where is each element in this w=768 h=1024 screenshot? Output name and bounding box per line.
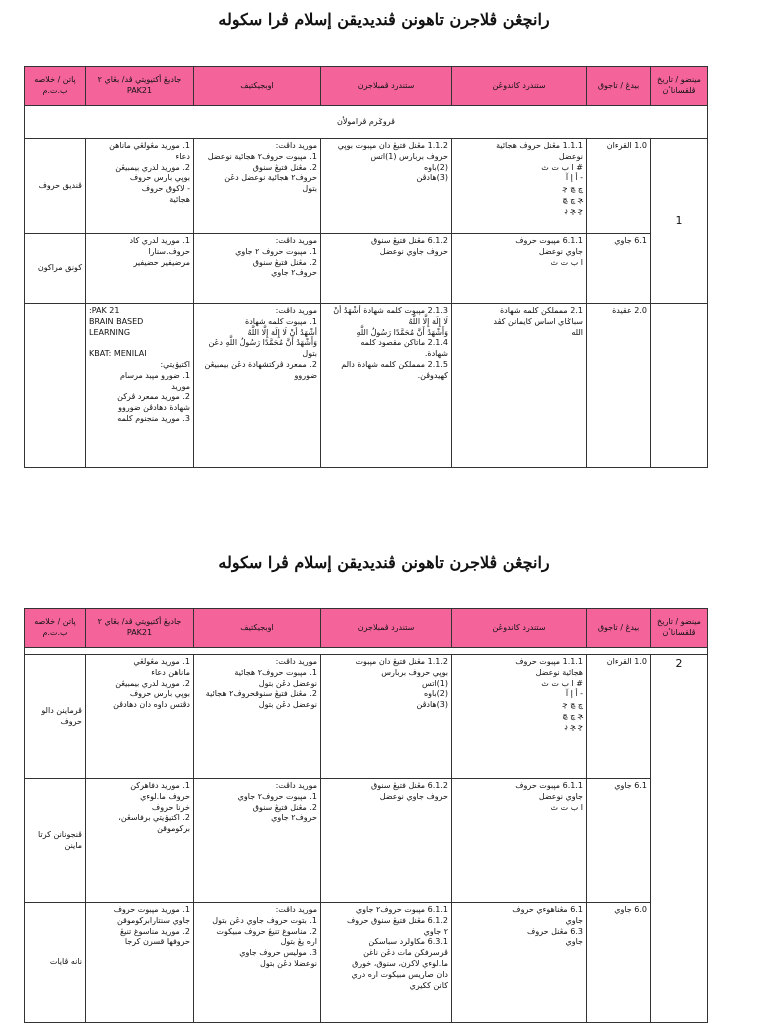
table-row (25, 304, 708, 468)
cell-line: KBAT: MENILAI (89, 349, 147, 359)
topic-cell: 6.1 جاوي (587, 234, 651, 304)
cell-line: مورید (171, 381, 190, 391)
header-note: ڽاتن / خلاصه ب.ت.م (25, 67, 86, 106)
cell-line: 1.1.2 مڠنل فتيڠ دان مڽبوت (355, 657, 448, 666)
cell-line: حروف جاوي نوعضل (379, 246, 448, 256)
cell-line (89, 338, 190, 349)
cell-line: ٢ جاوي (423, 926, 448, 936)
header-activity: جاديڠ أکتيويتي ڤد/ بڠاي ٢ PAK21 (86, 67, 194, 106)
cell-line: نوعضل دڠن بتول (258, 700, 317, 710)
cell-line: 1. مڽبوت کلمه شهادة (245, 316, 317, 326)
cell-line: جاوي (565, 937, 583, 947)
header-objective: اوبجيکتيف (194, 609, 321, 648)
cell-line: جاوي سنتارابرکوموقن (116, 915, 190, 925)
cell-line: جاوي نوعضل (538, 791, 583, 801)
cell-line: 1.1.1 مڽبوت حروف (515, 657, 583, 666)
cell-line: نوعضل دڠن بتول (258, 678, 317, 688)
cell-line: 1. مڽبوت حروف٢ هجائية نوعضل (207, 151, 317, 161)
cell-line: وَأَشْهَدُ أَنَّ مُحَمَّدًا رَسُولُ اللَّهِ (356, 327, 448, 337)
cell-line: (1)اتس (422, 678, 448, 688)
section-label: ڤروݢرم ڤرامولأن (25, 106, 708, 139)
topic-cell: 6.1 جاوي (587, 779, 651, 903)
section-row (25, 106, 708, 139)
cell-line: 2. اکتيۏيتي برفاسڠن، (118, 813, 190, 823)
cell-line: 1. مڽبوت حروف٢ جاوي (237, 791, 317, 801)
cell-line: (2)باوه (423, 689, 448, 699)
cell-line: 2. مناسوغ تنيڠ حروف مبيکوت (216, 926, 317, 936)
cell-line: 2.1 ممملکن کلمه شهادة (499, 306, 583, 315)
week-cell: 1 (651, 139, 708, 304)
cell-line: حروف٢ هجائية نوعضل دڠن (224, 173, 317, 183)
objective-cell (194, 139, 321, 234)
header-content-standard: ستندرد کاندوڠن (452, 609, 587, 648)
cell-line: خرنا حروف (151, 802, 190, 812)
cell-line: الله (571, 327, 583, 337)
cell-line: مورید داڤت: (275, 657, 317, 666)
cell-line: وَأَشْهَدُ أَنَّ مُحَمَّدًا رَسُولُ اللَّهِ دڠن (208, 338, 317, 348)
cell-line: 1. مورید مڽبوت حروف (113, 905, 190, 914)
week-cell-empty (651, 304, 708, 468)
cell-line: بوڽي بارس حروف (129, 173, 190, 183)
objective-cell (194, 655, 321, 779)
cell-line: 2. مورید مناسوغ تنيڠ (119, 926, 190, 936)
note-cell: ڤرماينن دالو حروف (25, 655, 86, 779)
cell-line: 6.1.1 مڽبوت حروف (515, 236, 583, 245)
cell-line: - لاکوق حروف (141, 184, 190, 194)
note-cell: کونق مراکون (25, 234, 86, 304)
cell-line: 6.1.2 مڠنل فتيڠ سنوق حروف (346, 915, 448, 925)
activity-cell (86, 779, 194, 903)
cell-line: حروف جاوي نوعضل (379, 791, 448, 801)
cell-line: ڤرسرفکن مات دڠن ناغن (363, 948, 448, 958)
topic-cell: 1.0 القرءان (587, 139, 651, 234)
topic-cell: 1.0 القرءان (587, 655, 651, 779)
learning-standard-cell (321, 903, 452, 1023)
cell-line: 2.1.3 مڽبوت کلمه شهادة أشْهَدُ أنْ (333, 306, 448, 315)
header-learning-standard: ستندرد ڤمبلاجرن (321, 609, 452, 648)
cell-line: ماناهن دعاء (151, 667, 190, 677)
cell-line: أشْهَدُ أنْ لَا إِلَهَ إِلَّا اللَّهُ (247, 327, 317, 337)
cell-line: مورید داڤت: (275, 236, 317, 245)
cell-line: 2. ممعرد ڤرکتشهادة دڠن بيمبيڠن (204, 359, 317, 369)
activity-list (89, 360, 190, 425)
learning-standard-cell (321, 304, 452, 468)
cell-line: 2.1.4 ماتاکن مقصود کلمه (360, 338, 448, 348)
lesson-plan-table-2 (24, 608, 708, 1023)
cell-line: 6.1.1 مڽبوت حروف (515, 781, 583, 790)
cell-line: حروف٢ جاوي (271, 813, 317, 823)
cell-line: ﭺ ﭻ ﭼ (562, 700, 583, 710)
objective-cell (194, 779, 321, 903)
table-row (25, 655, 708, 779)
cell-line: مورید داڤت: (275, 905, 317, 914)
cell-line: مورید داڤت: (275, 306, 317, 315)
cell-line: اره يڠ بتول (280, 937, 317, 947)
page1-title: رانچڠن ڤلاجرن تاهونن ڤنديديقن إسلام ڤرا سكوله (218, 10, 550, 29)
header-activity: جاديڠ أکتيويتي ڤد/ بڠاي ٢ PAK21 (86, 609, 194, 648)
table-row (25, 779, 708, 903)
cell-line: سباݢاي اساس کايمانن کڤد (493, 316, 583, 326)
header-topic: بيدڠ / تاجوق (587, 67, 651, 106)
cell-line: ﮀ ﮁ ﮂ (564, 721, 583, 731)
cell-line: بتول (302, 349, 317, 359)
cell-line: نوعضلا دڠن بتول (260, 958, 317, 968)
cell-line: بتول (302, 184, 317, 194)
cell-line: لَا إِلَهَ إِلَّا اللَّهُ (408, 316, 448, 326)
cell-line: حروفها قسرن کرجا (124, 937, 190, 947)
cell-line: جاوي نوعضل (538, 246, 583, 256)
table-row (25, 139, 708, 234)
cell-line: 1. ضورو مڽبد مرسام (119, 370, 190, 380)
content-standard-cell (452, 304, 587, 468)
content-standard-cell (452, 139, 587, 234)
cell-line: 1. مڽبوت حروف٢ هجائية (234, 667, 317, 677)
cell-line: برکوموقن (157, 824, 190, 834)
objective-cell (194, 903, 321, 1023)
cell-line: 2. مورید ممعرد ڤرکن (117, 392, 190, 402)
cell-line: جاوي (565, 915, 583, 925)
note-cell: نانه ڤايات (25, 903, 86, 1023)
cell-line: # ا ب ت ث (541, 678, 583, 688)
cell-line: 6.1 مڠناهوءي حروف (512, 905, 583, 914)
cell-line: (3)هادڤن (416, 173, 448, 183)
cell-line: ا ب ت ث (550, 257, 583, 267)
cell-line: 1. مورید مڠولڠي (133, 657, 190, 666)
cell-line: مورید داڤت: (275, 141, 317, 150)
cell-line: ﭽ ﭾ ﭿ (562, 194, 583, 204)
header-week: مينضو / تاريخ ڤلقساناٴن (651, 609, 708, 648)
cell-line: هجائية نوعضل (535, 667, 583, 677)
header-row (25, 67, 708, 106)
content-standard-cell (452, 779, 587, 903)
learning-standard-cell (321, 234, 452, 304)
cell-line: 6.1.1 مڽبوت حروف٢ جاوي (355, 905, 448, 914)
cell-line: ما.لوءي لاکرن، سنوق، خورق (352, 958, 448, 968)
cell-line: دعاء (175, 151, 190, 161)
cell-line: - أ إ آ (565, 689, 583, 699)
cell-line: (3)هادڤن (416, 700, 448, 710)
cell-line: 6.3.1 مکاولرد سباسکن (368, 937, 448, 947)
cell-line: 2. مڠنل فتيڠ سنوق (252, 257, 317, 267)
spacer-cell (25, 648, 708, 655)
cell-line: :PAK 21 (89, 306, 120, 315)
cell-line: 1. بتوت حروف جاوي دڠن بتول (212, 915, 317, 925)
learning-standard-cell (321, 779, 452, 903)
table-row (25, 903, 708, 1023)
cell-line: اکتيۏيتي: (160, 359, 190, 369)
table-row (25, 234, 708, 304)
cell-line: بوڽي بارس حروف (129, 689, 190, 699)
activity-cell (86, 903, 194, 1023)
cell-line: حروف٢ جاوي (271, 268, 317, 278)
cell-line: شهادة دهادڤن ضوروو (118, 403, 190, 413)
activity-cell (86, 655, 194, 779)
cell-line: حروف بربارس (1)اتس (370, 151, 448, 161)
cell-line: 2. مڠنل فتيڠ سنوقحروف٢ هجائية (205, 689, 317, 699)
cell-line: 2.1.5 ممملکن کلمه شهادة دالم (341, 359, 448, 369)
cell-line: 1.1.1 مڠنل حروف هجائية (496, 141, 583, 150)
cell-line: BRAIN BASED (89, 316, 144, 326)
cell-line: # ا ب ت ث (541, 162, 583, 172)
header-objective: اوبجيکتيف (194, 67, 321, 106)
cell-line: 6.1.2 مڠنل فتيڠ سنوق (371, 236, 448, 245)
cell-line: 2. مڠنل فتيڠ سنوق (252, 802, 317, 812)
topic-cell: 6.0 جاوي (587, 903, 651, 1023)
learning-standard-cell (321, 139, 452, 234)
cell-line: ا ب ت ث (550, 802, 583, 812)
cell-line: 2. مڠنل فتيڠ سنوق (252, 162, 317, 172)
cell-line: 1. مڽبوت حروف ٢ جاوي (235, 246, 317, 256)
cell-line: LEARNING (89, 327, 131, 337)
header-row (25, 609, 708, 648)
learning-standard-cell (321, 655, 452, 779)
cell-line: 6.3 مڠنل حروف (527, 926, 583, 936)
cell-line: 3. مورید منجنوم کلمه (117, 413, 190, 423)
cell-line: 6.1.2 مڠنل فتيڠ سنوق (371, 781, 448, 790)
page2-title: رانچڠن ڤلاجرن تاهونن ڤنديديقن إسلام ڤرا سكوله (218, 553, 550, 572)
activity-pak21 (89, 306, 190, 360)
cell-line: 1.1.2 مڠنل فتيڠ دان مڽبوت بوڽي (337, 141, 448, 150)
note-cell: ڤنديق حروف (25, 139, 86, 234)
cell-line: - أ إ آ (565, 173, 583, 183)
activity-cell (86, 304, 194, 468)
objective-cell (194, 304, 321, 468)
header-topic: بيدڠ / تاجوق (587, 609, 651, 648)
header-week: مينضو / تاريخ ڤلقساناٴن (651, 67, 708, 106)
cell-line: 3. موليس حروف جاوي (239, 948, 317, 958)
cell-line: دان صاريس مبيکوت اره دري (351, 969, 448, 979)
spacer-row (25, 648, 708, 655)
header-note: ڽاتن / خلاصه ب.ت.م (25, 609, 86, 648)
objective-cell (194, 234, 321, 304)
cell-line: کهيدوڤن. (417, 370, 448, 380)
lesson-plan-table-1 (24, 66, 708, 468)
cell-line: هجائية (169, 194, 190, 204)
cell-line: ﭺ ﭻ ﭼ (562, 184, 583, 194)
cell-line: دڤتس داوه دان دهادڤن (113, 700, 190, 710)
cell-line: شهادة. (424, 349, 448, 359)
cell-line: ﭽ ﭾ ﭿ (562, 710, 583, 720)
cell-line: حروف.سنارا (148, 246, 190, 256)
week-cell: 2 (651, 655, 708, 1023)
cell-line: بوڽي حروف بربارس (381, 667, 448, 677)
cell-line: 1. مورید دفاهرکن (130, 781, 190, 790)
note-cell: ڤنجونانن کرتا ماينن (25, 779, 86, 903)
content-standard-cell (452, 655, 587, 779)
activity-cell (86, 139, 194, 234)
cell-line: 1. مورید لدري کاد (129, 236, 190, 245)
cell-line: حروف ما.لوءي (140, 791, 190, 801)
header-content-standard: ستندرد کاندوڠن (452, 67, 587, 106)
cell-line: ﮀ ﮁ ﮂ (564, 205, 583, 215)
content-standard-cell (452, 234, 587, 304)
header-learning-standard: ستندرد ڤمبلاجرن (321, 67, 452, 106)
cell-line: نوعضل (558, 151, 583, 161)
content-standard-cell (452, 903, 587, 1023)
cell-line: 2. مورید لدري بيمبيڠن (115, 678, 190, 688)
topic-cell: 2.0 عقيدة (587, 304, 651, 468)
cell-line: 2. مورید لدري بيمبيڠن (115, 162, 190, 172)
cell-line: مرضيفير حضيفير (133, 257, 190, 267)
cell-line: 1. مورید مڠولڠي ماناهن (109, 141, 190, 150)
note-cell (25, 304, 86, 468)
cell-line: کانن ککيري (409, 980, 448, 990)
activity-cell (86, 234, 194, 304)
cell-line: ضوروو (294, 370, 317, 380)
cell-line: مورید داڤت: (275, 781, 317, 790)
cell-line: (2)باوه (423, 162, 448, 172)
